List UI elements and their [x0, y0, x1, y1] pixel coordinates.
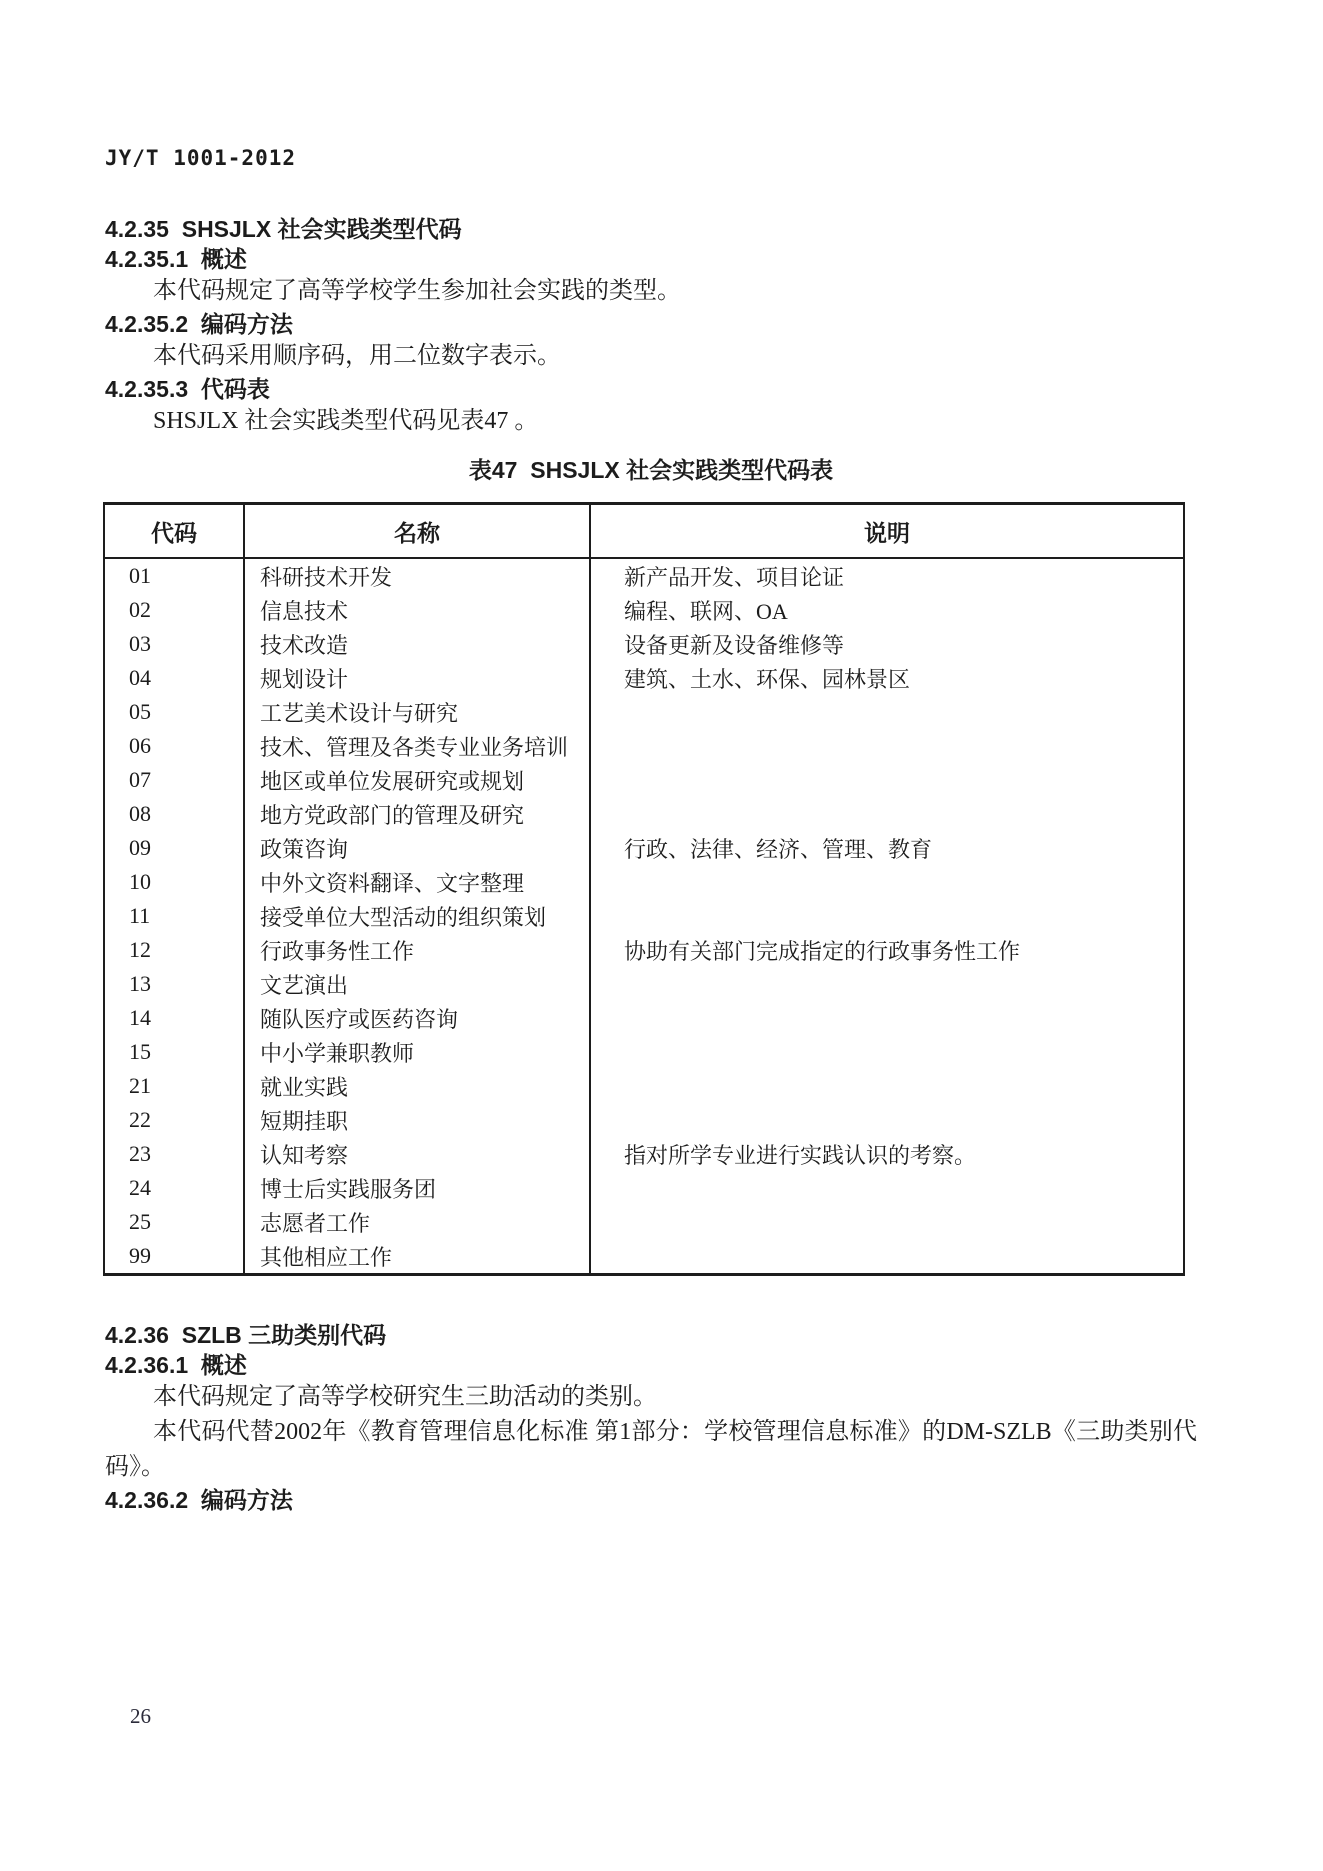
code-cell: 22: [129, 1107, 151, 1132]
description-cell: [590, 865, 1184, 899]
table-row: [104, 729, 1184, 763]
overview-paragraph-4-2-35: 本代码规定了高等学校学生参加社会实践的类型。: [153, 278, 681, 304]
description-cell: [590, 729, 1184, 763]
description-cell: 协助有关部门完成指定的行政事务性工作: [590, 933, 1184, 967]
code-cell: 09: [129, 835, 151, 860]
table-row: [104, 1137, 1184, 1171]
code-cell: 12: [129, 937, 151, 962]
subsection-heading-4-2-36-1: 4.2.36.1 概述: [105, 1352, 247, 1378]
name-cell: 规划设计: [244, 661, 590, 695]
section-heading-4-2-35: 4.2.35 SHSJLX 社会实践类型代码: [105, 216, 462, 242]
code-table-reference-paragraph: SHSJLX 社会实践类型代码见表47 。: [153, 408, 539, 434]
code-cell: 07: [129, 767, 151, 792]
description-cell: 编程、联网、OA: [590, 593, 1184, 627]
document-page: [105, 0, 1197, 1515]
description-cell: 建筑、土水、环保、园林景区: [590, 661, 1184, 695]
table-row: [104, 865, 1184, 899]
description-cell: 新产品开发、项目论证: [590, 558, 1184, 593]
column-header-code: 代码: [104, 504, 244, 559]
name-cell: 地方党政部门的管理及研究: [244, 797, 590, 831]
table-row: [104, 1035, 1184, 1069]
description-cell: [590, 797, 1184, 831]
code-cell: 23: [129, 1141, 151, 1166]
name-cell: 政策咨询: [244, 831, 590, 865]
name-cell: 随队医疗或医药咨询: [244, 1001, 590, 1035]
code-cell: 06: [129, 733, 151, 758]
name-cell: 地区或单位发展研究或规划: [244, 763, 590, 797]
table-row: [104, 1069, 1184, 1103]
code-table-47: [103, 502, 1185, 1276]
subsection-heading-4-2-36-2: 4.2.36.2 编码方法: [105, 1487, 293, 1513]
table-47-title: 表47 SHSJLX 社会实践类型代码表: [468, 457, 834, 483]
code-cell: 21: [129, 1073, 151, 1098]
code-cell: 15: [129, 1039, 151, 1064]
description-cell: [590, 763, 1184, 797]
description-cell: [590, 695, 1184, 729]
table-row: [104, 558, 1184, 593]
name-cell: 认知考察: [244, 1137, 590, 1171]
table-header-row: [104, 504, 1184, 559]
name-cell: 技术改造: [244, 627, 590, 661]
name-cell: 技术、管理及各类专业业务培训: [244, 729, 590, 763]
name-cell: 科研技术开发: [244, 558, 590, 593]
description-cell: [590, 1035, 1184, 1069]
code-cell: 10: [129, 869, 151, 894]
table-row: [104, 899, 1184, 933]
name-cell: 中外文资料翻译、文字整理: [244, 865, 590, 899]
description-cell: [590, 1001, 1184, 1035]
description-cell: [590, 1239, 1184, 1275]
code-cell: 04: [129, 665, 151, 690]
description-cell: [590, 1103, 1184, 1137]
code-cell: 25: [129, 1209, 151, 1234]
name-cell: 短期挂职: [244, 1103, 590, 1137]
table-row: [104, 1205, 1184, 1239]
code-cell: 05: [129, 699, 151, 724]
table-row: [104, 831, 1184, 865]
name-cell: 接受单位大型活动的组织策划: [244, 899, 590, 933]
code-cell: 99: [129, 1243, 151, 1268]
name-cell: 工艺美术设计与研究: [244, 695, 590, 729]
description-cell: 指对所学专业进行实践认识的考察。: [590, 1137, 1184, 1171]
name-cell: 志愿者工作: [244, 1205, 590, 1239]
coding-method-paragraph-4-2-35: 本代码采用顺序码，用二位数字表示。: [153, 343, 561, 369]
name-cell: 就业实践: [244, 1069, 590, 1103]
name-cell: 文艺演出: [244, 967, 590, 1001]
overview-paragraph-4-2-36-line2: 本代码代替2002年《教育管理信息化标准 第1部分：学校管理信息标准》的DM-SZLB《三助类别代码》。: [105, 1419, 1197, 1480]
column-header-description: 说明: [590, 504, 1184, 559]
table-row: [104, 661, 1184, 695]
name-cell: 其他相应工作: [244, 1239, 590, 1275]
description-cell: [590, 1069, 1184, 1103]
page-number: 26: [130, 1704, 151, 1728]
column-header-name: 名称: [244, 504, 590, 559]
description-cell: 行政、法律、经济、管理、教育: [590, 831, 1184, 865]
section-heading-4-2-36: 4.2.36 SZLB 三助类别代码: [105, 1322, 387, 1348]
table-row: [104, 627, 1184, 661]
code-cell: 03: [129, 631, 151, 656]
standard-number-header: JY/T 1001-2012: [105, 146, 297, 170]
table-row: [104, 1171, 1184, 1205]
table-row: [104, 593, 1184, 627]
code-cell: 24: [129, 1175, 151, 1200]
subsection-heading-4-2-35-1: 4.2.35.1 概述: [105, 246, 247, 272]
subsection-heading-4-2-35-3: 4.2.35.3 代码表: [105, 376, 270, 402]
table-row: [104, 1239, 1184, 1275]
name-cell: 中小学兼职教师: [244, 1035, 590, 1069]
description-cell: [590, 1171, 1184, 1205]
table-row: [104, 967, 1184, 1001]
code-cell: 11: [129, 903, 151, 928]
table-row: [104, 797, 1184, 831]
code-cell: 14: [129, 1005, 151, 1030]
description-cell: [590, 899, 1184, 933]
description-cell: 设备更新及设备维修等: [590, 627, 1184, 661]
code-cell: 01: [129, 563, 151, 588]
table-row: [104, 933, 1184, 967]
table-row: [104, 763, 1184, 797]
subsection-heading-4-2-35-2: 4.2.35.2 编码方法: [105, 311, 293, 337]
code-cell: 02: [129, 597, 151, 622]
table-row: [104, 1103, 1184, 1137]
overview-paragraph-4-2-36-line1: 本代码规定了高等学校研究生三助活动的类别。: [153, 1384, 657, 1410]
name-cell: 博士后实践服务团: [244, 1171, 590, 1205]
table-row: [104, 1001, 1184, 1035]
name-cell: 信息技术: [244, 593, 590, 627]
name-cell: 行政事务性工作: [244, 933, 590, 967]
table-body: [104, 558, 1184, 1275]
code-cell: 08: [129, 801, 151, 826]
description-cell: [590, 967, 1184, 1001]
table-row: [104, 695, 1184, 729]
description-cell: [590, 1205, 1184, 1239]
code-cell: 13: [129, 971, 151, 996]
